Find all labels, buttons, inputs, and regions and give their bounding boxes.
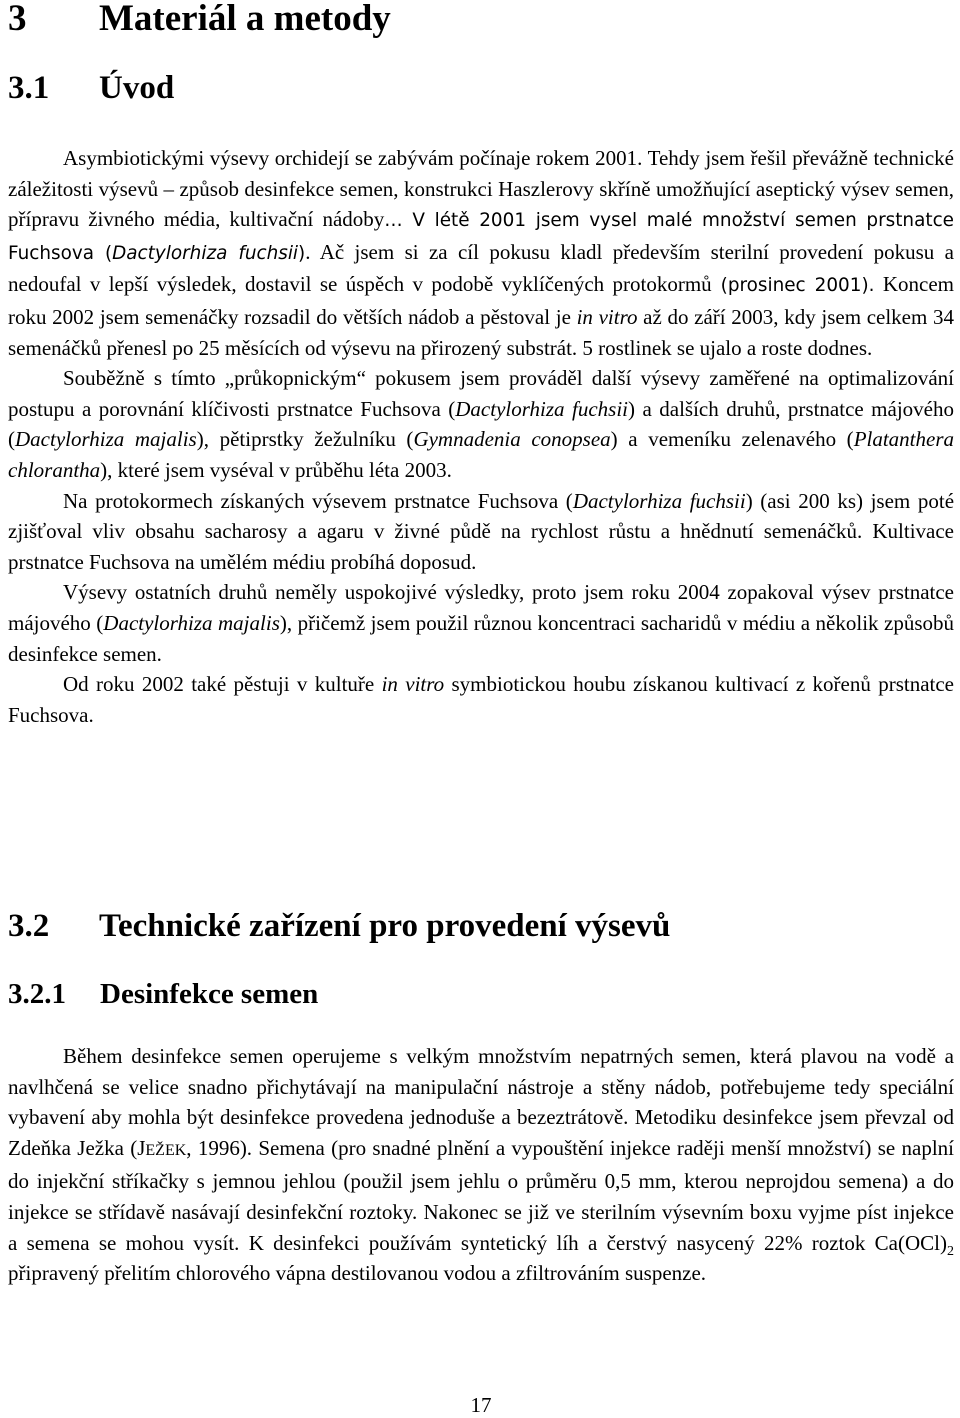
text-run: ), přičemž jsem použil různou koncentraci sacharidů v médiu a několik způsobů desinfekce semen.: [8, 610, 954, 666]
paragraph: [8, 1041, 954, 1289]
text-run: Souběžně s tímto „průkopnickým“ pokusem jsem prováděl další výsevy zaměřené na optimalizování postupu a porovnání klíčivosti prstnatce Fuchsova (: [8, 366, 954, 421]
species-name: Dactylorhiza majalis: [103, 610, 280, 635]
paragraph: [8, 486, 954, 578]
species-name: Dactylorhiza fuchsii: [455, 396, 628, 421]
italic-term: in vitro: [381, 672, 445, 697]
text-run: Na protokormech získaných výsevem prstnatce Fuchsova (: [63, 488, 573, 513]
text-run: ) (asi 200 ks) jsem poté zjišťoval vliv obsahu sacharosy a agaru v živné půdě na rychlost růstu a hnědnutí semenáčků. Kultivace prstnatce Fuchsova na umělém médiu probíhá doposud.: [8, 488, 955, 574]
text-run: až do září 2003, kdy jsem celkem 34 semenáčků přenesl po 25 měsících od výsevu na přirozený substrát. 5 rostlinek se ujalo a roste dodnes.: [8, 304, 954, 360]
text-run: Od roku 2002 také pěstuji v kultuře: [63, 672, 382, 697]
text-run: , 1996). Semena (pro snadné plnění a vypouštění injekce raději menší množství) se naplní do injekční stříkačky s jemnou jehlou (použil jsem jehlu o průměru 0,5 mm, kterou neprojdou semena) a do injekce se střídavě nasávají desinfekční roztoky. Nakonec se již ve sterilním výsevním boxu vyjme píst injekce a semena se mohou vysít. K desinfekci používám syntetický líh a čerstvý nasycený 22% roztok Ca(OCl): [8, 1135, 954, 1255]
disinfection-text: [8, 1041, 954, 1289]
text-run: Koncem roku 2002 jsem semenáčky rozsadil do větších nádob a pěstoval je: [8, 272, 954, 329]
text-run: . Ač jsem si za cíl pokusu kladl především sterilní provedení pokusu a nedoufal v lepší výsledek, dostavil se úspěch v podobě vyklíčených protokormů: [8, 239, 954, 297]
text-run: ) a vemeníku zelenavého (: [610, 427, 854, 452]
subscript: 2: [947, 1243, 954, 1259]
section-title: Technické zařízení pro provedení výsevů: [99, 908, 671, 944]
section-number: 3.2: [8, 908, 50, 944]
subsection-title: Desinfekce semen: [100, 978, 319, 1010]
intro-text: [8, 143, 954, 730]
section-number: 3.1: [8, 70, 50, 106]
species-name: Platanthera chlorantha: [8, 427, 955, 482]
text-run: … V létě 2001 jsem vysel malé množství semen prstnatce Fuchsova (: [8, 210, 954, 264]
species-name: Dactylorhiza fuchsii: [572, 488, 746, 513]
italic-term: in vitro: [576, 304, 638, 329]
text-run: Během desinfekce semen operujeme s velkým množstvím nepatrných semen, která plavou na vodě a navlhčená se velice snadno přichytávají na manipulační nástroje a stěny nádob, potřebujeme tedy speciální vybavení aby mohla být desinfekce provedena jednoduše a bezeztrátově. Metodiku desinfekce jsem převzal od Zdeňka Ježka (: [8, 1044, 954, 1160]
text-run: Asymbiotickými výsevy orchidejí se zabývám počínaje rokem 2001. Tehdy jsem řešil převážně technické záležitosti výsevů – způsob desinfekce semen, konstrukci Haszlerovy skříně umožňující aseptický výsev semen, přípravu živného média, kultivační nádoby: [8, 146, 954, 232]
species-name: Dactylorhiza fuchsii: [112, 242, 299, 264]
paragraph: [8, 669, 954, 730]
text-run: Výsevy ostatních druhů neměly uspokojivé výsledky, proto jsem roku 2004 zopakoval výsev prstnatce májového (: [8, 580, 954, 635]
section-heading-tech: [8, 906, 670, 946]
species-name: Dactylorhiza majalis: [15, 427, 197, 452]
subsection-heading-disinfection: [8, 976, 318, 1012]
section-title: Úvod: [99, 70, 175, 106]
page-number: 17: [470, 1393, 492, 1417]
text-run: ) a dalších druhů, prstnatce májového (: [8, 396, 954, 452]
text-run: symbiotickou houbu získanou kultivací z kořenů prstnatce Fuchsova.: [8, 672, 955, 727]
paragraph: [8, 363, 954, 485]
paragraph: [8, 143, 954, 363]
citation-author-smallcaps: EŽEK: [145, 1141, 187, 1159]
chapter-heading: [8, 0, 391, 41]
species-name: Gymnadenia conopsea: [413, 427, 611, 452]
chapter-number: 3: [8, 0, 27, 39]
text-run: ), pětiprstky žežulníku (: [196, 427, 414, 452]
paragraph: [8, 577, 954, 669]
section-heading-intro: [8, 68, 174, 108]
text-run: ): [298, 242, 306, 264]
chapter-title: Materiál a metody: [99, 0, 391, 39]
citation-author: J: [137, 1135, 146, 1160]
text-run: ), které jsem vyséval v průběhu léta 2003.: [100, 457, 452, 482]
subsection-number: 3.2.1: [8, 978, 66, 1010]
text-run: připravený přelitím chlorového vápna destilovanou vodou a zfiltrováním suspenze.: [8, 1261, 707, 1286]
text-run-sans: (prosinec 2001).: [711, 275, 875, 297]
